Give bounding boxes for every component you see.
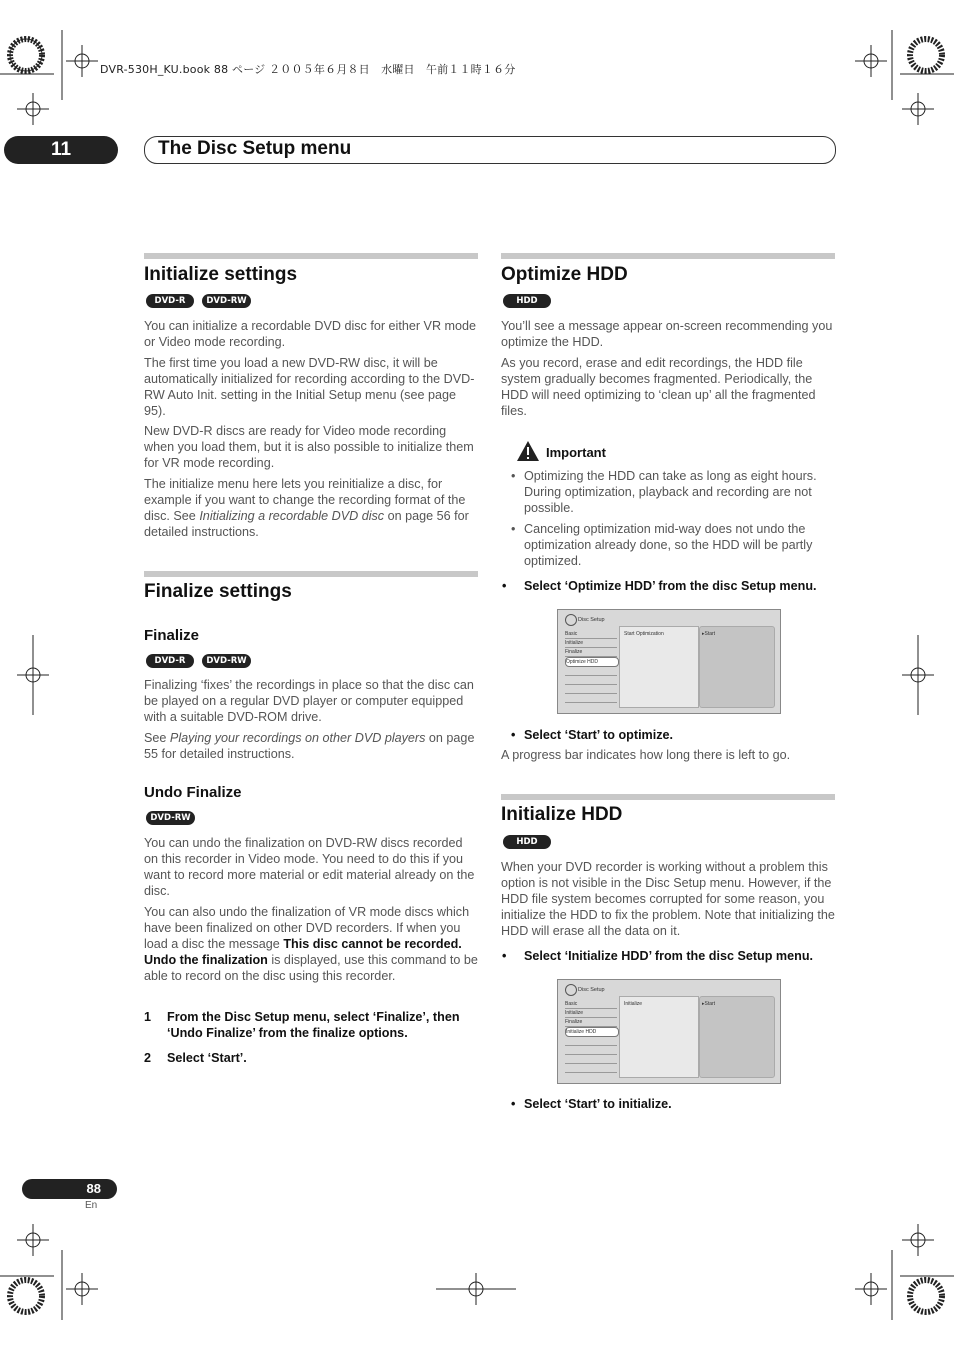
bullet-mark: •	[511, 522, 516, 536]
screen-main-panel	[619, 996, 699, 1078]
dvd-rw-badge: DVD-RW	[202, 654, 251, 668]
list-item-text: Canceling optimization mid-way does not undo the optimization already done, so the HDD will be partly optimized.	[524, 522, 813, 568]
menu-item-finalize[interactable]: Finalize	[565, 1018, 617, 1027]
important-label: Important	[546, 445, 606, 460]
screen-option: Initialize	[624, 1001, 643, 1007]
start-option[interactable]: ▸Start	[702, 1001, 716, 1007]
print-info-line: DVR-530H_KU.book 88 ページ ２００５年６月８日 水曜日 午前１１時１６分	[100, 63, 516, 76]
step-text: From the Disc Setup menu, select ‘Finalize’, then ‘Undo Finalize’ from the finalize options.	[167, 1010, 460, 1040]
finalize-subheading: Finalize	[144, 627, 200, 644]
step-text: Select ‘Initialize HDD’ from the disc Setup menu.	[524, 949, 814, 963]
paragraph: You’ll see a message appear on-screen recommending you optimize the HDD.	[501, 319, 833, 349]
initialize-hdd-heading: Initialize HDD	[501, 804, 623, 825]
paragraph: The first time you load a new DVD-RW disc, it will be automatically initialized for recording according to the DVD-RW Auto Init. setting in the Initial Setup menu (see page 95).	[144, 356, 475, 418]
page-number-text: 88	[86, 1181, 101, 1196]
list-item-text: Optimizing the HDD can take as long as eight hours. During optimization, playback and recording are not possible.	[524, 469, 817, 515]
step-text: Select ‘Start’ to optimize.	[524, 728, 674, 742]
menu-item-initialize[interactable]: Initialize	[565, 639, 617, 648]
menu-blank	[565, 1064, 617, 1073]
finalize-settings-heading: Finalize settings	[144, 581, 292, 602]
menu-blank	[565, 1046, 617, 1055]
menu-blank	[565, 685, 617, 694]
dvd-rw-badge: DVD-RW	[202, 294, 251, 308]
dvd-rw-badge: DVD-RW	[146, 811, 195, 825]
menu-blank	[565, 1037, 617, 1046]
instruction-step	[511, 1096, 836, 1112]
paragraph: You can initialize a recordable DVD disc for either VR mode or Video mode recording.	[144, 319, 477, 349]
paragraph	[144, 476, 479, 540]
initialize-hdd-screen	[557, 979, 781, 1084]
undo-finalize-subheading: Undo Finalize	[144, 784, 242, 801]
menu-item-initialize[interactable]: Initialize	[565, 1009, 617, 1018]
language-code: En	[85, 1200, 98, 1211]
cross-reference: Playing your recordings on other DVD players	[169, 731, 426, 745]
bullet-mark: •	[511, 728, 516, 742]
menu-item-initialize-hdd[interactable]: Initialize HDD	[565, 1027, 619, 1037]
menu-item-basic[interactable]: Basic	[565, 1000, 617, 1009]
paragraph: As you record, erase and edit recordings, the HDD file system gradually becomes fragmented. Periodically, the HDD will need optimizing to ‘clean up’ all the fragmented files.	[501, 356, 816, 418]
paragraph: New DVD-R discs are ready for Video mode recording when you load them, but it is also possible to initialize them for VR mode recording.	[144, 424, 474, 470]
screen-main-panel	[619, 626, 699, 708]
section-rule	[501, 253, 835, 259]
paragraph	[144, 730, 479, 762]
text: You can also undo the finalization of VR mode discs which have been finalized on other DVD recorders. If when you load a disc the message	[144, 905, 470, 951]
menu-item-optimize-hdd[interactable]: Optimize HDD	[565, 657, 619, 667]
disc-icon	[565, 614, 577, 626]
optimize-hdd-screen	[557, 609, 781, 714]
step-number: 2	[144, 1051, 152, 1065]
step-text: Select ‘Start’.	[167, 1051, 247, 1065]
text: on page 55 for detailed instructions.	[144, 731, 475, 761]
menu-blank	[565, 676, 617, 685]
chapter-title: The Disc Setup menu	[158, 138, 352, 159]
section-rule	[144, 571, 478, 577]
paragraph: Finalizing ‘fixes’ the recordings in place so that the disc can be played on a regular DVD player or computer equipped with a suitable DVD-ROM drive.	[144, 678, 474, 724]
step-text: Select ‘Optimize HDD’ from the disc Setup menu.	[524, 579, 817, 593]
warning-icon	[516, 440, 540, 462]
disc-icon	[565, 984, 577, 996]
menu-item-basic[interactable]: Basic	[565, 630, 617, 639]
step-text: Select ‘Start’ to initialize.	[524, 1097, 672, 1111]
paragraph	[144, 904, 479, 984]
section-rule	[144, 253, 478, 259]
section-rule	[501, 794, 835, 800]
bullet-mark: •	[502, 949, 507, 963]
screen-title: Disc Setup	[578, 987, 605, 993]
list-item	[511, 468, 836, 516]
menu-blank	[565, 667, 617, 676]
screen-right-panel	[699, 626, 775, 708]
chapter-number-badge: 11	[4, 136, 118, 164]
menu-blank	[565, 694, 617, 703]
bullet-mark: •	[511, 469, 516, 483]
paragraph: When your DVD recorder is working without a problem this option is not visible in the Disc Setup menu. However, if the HDD file system becomes corrupted for some reason, you initialize the HDD to fix the problem. Note that initializing the HDD will erase all the data on it.	[501, 860, 835, 938]
text: on page 56 for detailed instructions.	[144, 509, 469, 539]
start-option[interactable]: ▸Start	[702, 631, 716, 637]
onscreen-message: This disc cannot be recorded. Undo the finalization	[144, 937, 462, 967]
paragraph: You can undo the finalization on DVD-RW discs recorded on this recorder in Video mode. You need to do this if you want to record more material or edit material already on the disc.	[144, 836, 475, 898]
text: See	[144, 731, 170, 745]
cross-reference: Initializing a recordable DVD disc	[199, 509, 385, 523]
page-number	[22, 1179, 117, 1199]
menu-item-finalize[interactable]: Finalize	[565, 648, 617, 657]
instruction-step	[502, 578, 844, 594]
dvd-r-badge: DVD-R	[146, 294, 194, 308]
text: is displayed, use this command to be able to record on the disc using this recorder.	[144, 953, 478, 983]
screen-title: Disc Setup	[578, 617, 605, 623]
hdd-badge: HDD	[503, 294, 551, 308]
screen-option: Start Optimization	[624, 631, 664, 637]
list-item	[511, 521, 836, 569]
dvd-r-badge: DVD-R	[146, 654, 194, 668]
paragraph: A progress bar indicates how long there is left to go.	[501, 748, 791, 762]
menu-blank	[565, 1055, 617, 1064]
screen-right-panel	[699, 996, 775, 1078]
instruction-step	[511, 727, 836, 743]
instruction-step	[502, 948, 844, 964]
hdd-badge: HDD	[503, 835, 551, 849]
step-number: 1	[144, 1010, 152, 1024]
initialize-settings-heading: Initialize settings	[144, 264, 298, 285]
text: The initialize menu here lets you reinitialize a disc, for example if you want to change the recording format of the disc. See	[144, 477, 466, 523]
bullet-mark: •	[502, 579, 507, 593]
bullet-mark: •	[511, 1097, 516, 1111]
optimize-hdd-heading: Optimize HDD	[501, 264, 628, 285]
